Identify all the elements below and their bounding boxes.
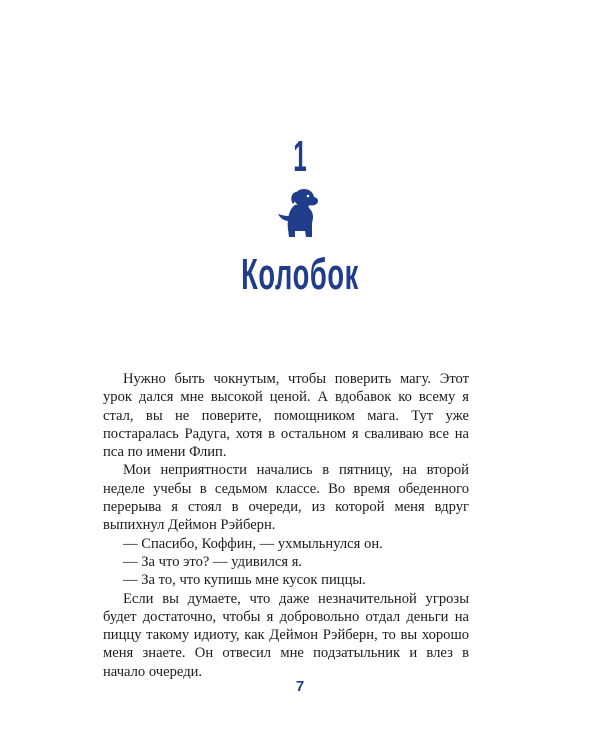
- chapter-number: 1: [293, 132, 307, 181]
- paragraph: Если вы думаете, что даже незначительной угрозы будет достаточно, чтобы я добровольно отдал деньги на пиццу такому идиоту, как Деймон Рэйберн, то вы хорошо меня знаете. Он отвесил мне подзатыльник и влез в начало очереди.: [103, 590, 469, 680]
- chapter-body: [103, 370, 469, 681]
- dialogue-line: — Спасибо, Коффин, — ухмыльнулся он.: [123, 535, 383, 552]
- dialogue-line: — За что это? — удивился я.: [123, 553, 303, 570]
- dialogue-line: — За то, что купишь мне кусок пиццы.: [123, 572, 366, 589]
- chapter-title: Колобок: [241, 250, 359, 299]
- paragraph: Мои неприятности начались в пятницу, на второй неделе учебы в седьмом классе. Во время обеденного перерыва я стоял в очереди, из которой меня вдруг выпихнул Деймон Рэйберн.: [103, 462, 469, 534]
- page-number: 7: [295, 678, 305, 695]
- paragraph: Нужно быть чокнутым, чтобы поверить магу. Этот урок дался мне высокой ценой. А вдобавок ко всему я стал, вы не поверите, помощником мага. Тут уже постаралась Радуга, хотя в остальном я сваливаю все на пса по имени Флип.: [103, 371, 469, 461]
- dog-icon: [275, 187, 325, 239]
